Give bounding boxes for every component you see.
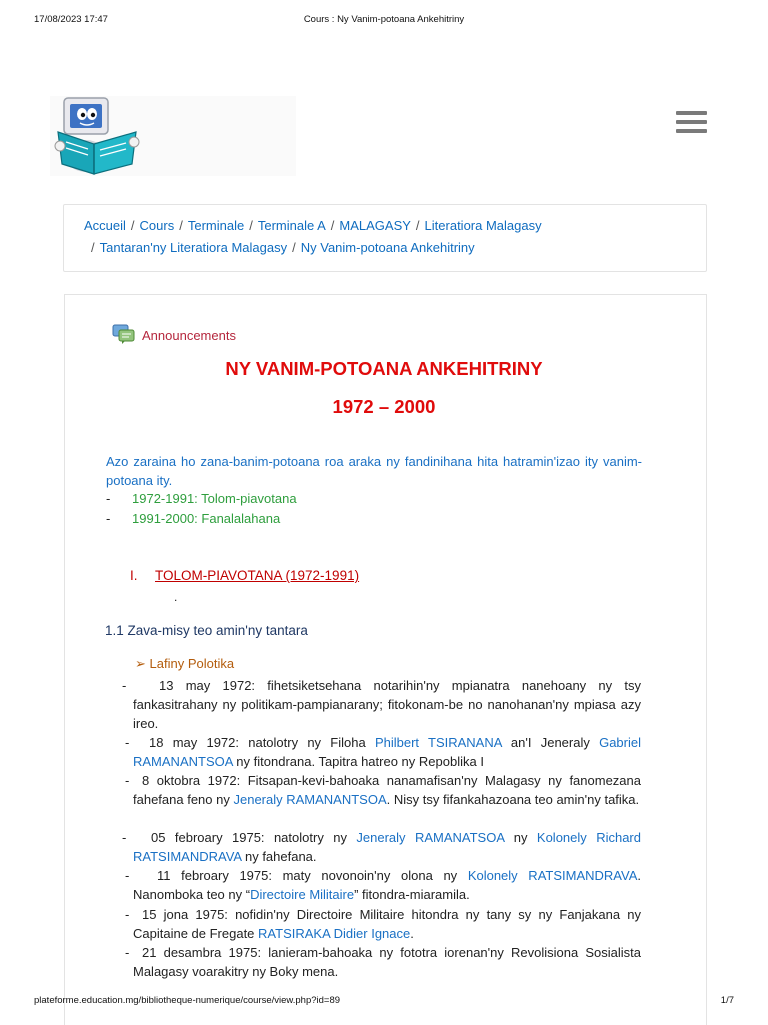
breadcrumb-literatiora[interactable]: Literatiora Malagasy (424, 218, 542, 233)
event-text (133, 771, 641, 809)
breadcrumb-tantara[interactable]: Tantaran'ny Literatiora Malagasy (99, 240, 288, 255)
dash: - (106, 511, 111, 526)
breadcrumb-separator: / (330, 218, 335, 233)
event-item (0, 676, 768, 736)
hamburger-menu-icon[interactable] (676, 111, 707, 137)
announcements-link[interactable] (112, 323, 236, 345)
breadcrumb-separator: / (130, 218, 135, 233)
announcements-label: Announcements (142, 327, 236, 343)
section-heading (130, 568, 359, 583)
breadcrumb-terminale-a[interactable]: Terminale A (257, 218, 326, 233)
arrow-marker-icon: ➢ (135, 656, 146, 671)
breadcrumb-separator: / (179, 218, 183, 233)
period-label: 1972-1991: Tolom-piavotana (132, 491, 297, 506)
dash: - (106, 491, 111, 506)
event-text-part: . (410, 926, 414, 942)
dash: - (125, 868, 130, 883)
person-name: Gabriel RAMANANTSOA (133, 735, 642, 770)
period-label: 1991-2000: Fanalalahana (132, 511, 281, 526)
event-item (0, 733, 768, 773)
breadcrumb-cours[interactable]: Cours (139, 218, 175, 233)
event-text (133, 828, 641, 866)
event-text-part: 8 oktobra 1972: Fitsapan-kevi-bahoaka nanamafisan'ny Malagasy ny fanomezana fahefana feno ny (133, 773, 641, 808)
dash: - (125, 907, 130, 922)
event-text-part: 05 febroary 1975: natolotry ny (151, 830, 357, 845)
event-text-part: ” fitondra-miaramila. (354, 887, 470, 903)
event-text-part: an'I Jeneraly (501, 735, 600, 750)
print-window-title: Cours : Ny Vanim-potoana Ankehitriny (303, 14, 465, 25)
person-name: Kolonely RATSIMANDRAVA (467, 868, 638, 883)
hamburger-bar (676, 129, 707, 133)
dash: - (125, 945, 130, 960)
event-text-part: ny fitondrana. Tapitra hatreo ny Repoblika I (232, 754, 484, 770)
event-text (133, 733, 641, 771)
breadcrumb-current[interactable]: Ny Vanim-potoana Ankehitriny (300, 240, 475, 255)
dash: - (122, 830, 127, 845)
hamburger-bar (676, 120, 707, 124)
event-text-part: 15 jona 1975: nofidin'ny Directoire Militaire hitondra ny tany sy ny Fanjakana ny Capitaine de Fregate (133, 907, 641, 942)
breadcrumb-terminale[interactable]: Terminale (187, 218, 245, 233)
event-text: 13 may 1972: fihetsiketsehana notarihin'ny mpianatra nanehoany ny tsy fankasitrahany ny politikam-pampianarany; fitokonam-be no nanohanan'ny mpiasa azy ireo. (133, 678, 641, 732)
event-text-part: ny fahefana. (241, 849, 317, 865)
page-subtitle: 1972 – 2000 (332, 396, 436, 417)
person-name: RATSIRAKA Didier Ignace (258, 926, 411, 942)
print-page-number: 1/7 (720, 995, 734, 1006)
subsection-heading: 1.1 Zava-misy teo amin'ny tantara (105, 623, 308, 638)
event-text: 21 desambra 1975: lanieram-bahoaka ny fototra iorenan'ny Revolisiona Sosialista Malagasy voarakitry ny Boky mena. (133, 945, 641, 980)
event-text-part: 18 may 1972: natolotry ny Filoha (149, 735, 375, 750)
print-datetime: 17/08/2023 17:47 (34, 14, 108, 25)
breadcrumb (63, 204, 707, 272)
breadcrumb-separator: / (249, 218, 253, 233)
section-number: I. (130, 568, 138, 583)
forum-icon (112, 323, 136, 345)
event-text-part: . Nanomboka teo ny “ (133, 868, 641, 903)
dash: - (125, 773, 130, 788)
event-text-part: ny (504, 830, 537, 845)
event-item (0, 828, 768, 868)
period-item (106, 489, 297, 508)
page-title: NY VANIM-POTOANA ANKEHITRINY (225, 358, 543, 379)
dash: - (122, 678, 127, 693)
event-item (0, 943, 768, 983)
event-text-part: . Nisy tsy fifankahazoana teo amin'ny tafika. (386, 792, 640, 808)
event-item (0, 771, 768, 831)
breadcrumb-separator: / (91, 240, 95, 255)
print-url: plateforme.education.mg/bibliotheque-numerique/course/view.php?id=89 (34, 995, 341, 1006)
event-item (0, 905, 768, 945)
event-text (133, 866, 641, 904)
event-text (133, 905, 641, 943)
breadcrumb-malagasy[interactable]: MALAGASY (339, 218, 411, 233)
breadcrumb-accueil[interactable]: Accueil (84, 218, 126, 233)
person-name: Philbert TSIRANANA (374, 735, 502, 750)
hamburger-bar (676, 111, 707, 115)
section-title: TOLOM-PIAVOTANA (1972-1991) (155, 568, 360, 583)
dash: - (125, 735, 130, 750)
person-name: Jeneraly RAMANATSOA (356, 830, 505, 845)
topic-label: Lafiny Polotika (149, 656, 235, 671)
person-name: Jeneraly RAMANANTSOA (233, 792, 387, 808)
stray-dot: . (174, 590, 178, 604)
person-name: Kolonely Richard RATSIMANDRAVA (133, 830, 641, 865)
intro-paragraph: Azo zaraina ho zana-banim-potoana roa araka ny fandinihana hita hatramin'izao ity vanim-potoana ity. (106, 454, 642, 488)
topic-heading (135, 656, 234, 672)
breadcrumb-separator: / (292, 240, 296, 255)
period-item (106, 509, 280, 528)
breadcrumb-separator: / (415, 218, 420, 233)
event-text-part: 11 febroary 1975: maty novonoin'ny olona ny (157, 868, 468, 883)
directoire-label: Directoire Militaire (250, 887, 355, 903)
reading-book-character-logo[interactable] (52, 94, 144, 178)
event-item (0, 866, 768, 906)
